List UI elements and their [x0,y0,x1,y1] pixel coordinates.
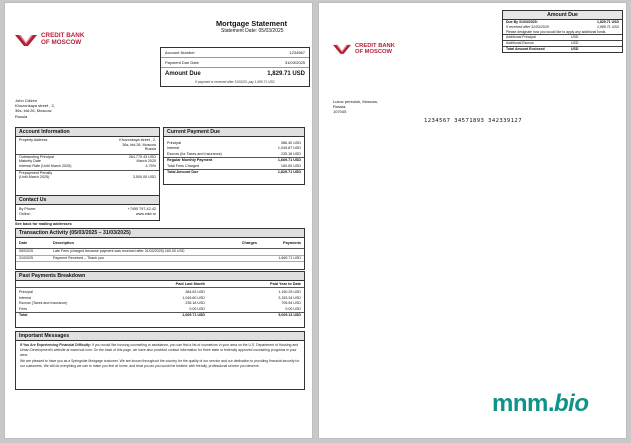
statement-page-1 [4,2,313,439]
past-row-month: 0.00 USD [189,306,205,311]
acct-row-value: March 2025 [136,159,156,164]
account-number-value: 1234567 [289,50,305,55]
acct-row-label: (Until March 2025) [19,175,50,180]
due-date-value: 31/03/2025 [284,60,305,65]
amount-due-coupon-header: Amount Due [503,11,622,20]
past-payments-box [15,271,305,328]
account-information-box [15,127,160,198]
amount-due-row [161,68,309,80]
past-row-month: 235.18 USD [185,301,205,306]
regular-payment-row [164,157,304,163]
contact-header: Contact Us [16,196,159,205]
online-row [16,212,159,217]
due-date-label: Payment Due Date [165,60,199,65]
statement-date: Statement Date: 05/03/2025 [221,28,284,34]
past-row-label: Principal [19,290,33,294]
col-payments: Payments [283,241,301,245]
additional-principal-row[interactable] [503,34,622,40]
acct-row-value: 4.75% [145,163,156,168]
total-due-value: 1,829.71 USD [277,169,301,174]
acct-row-label: Property Address [19,138,48,142]
mailing-address-line1: Lukov pereulok, Moscow, [333,99,378,104]
account-number-label: Account Number [165,50,195,55]
amount-due-label: Amount Due [165,71,201,77]
tx-description: Payment Received – Thank you [53,255,104,260]
past-row-year: 3,153.34 USD [278,295,301,300]
bank-name-line2: OF MOSCOW [41,39,82,46]
tx-description: Late Fees (charged because payment was received after 31/03/2025) 160.00 USD [53,249,185,253]
total-enclosed-label: Total Amount Enclosed [506,47,545,52]
message-text-1: If you would like housing counseling or assistance, you can find a list of counselors in your area on the U.S. Department of Housing and Urban Development's website at www.hud.com. On the back of this page, we have also provided contact information for three state or federally approved counseling programs in your area. [20,343,299,357]
message-paragraph-2: We are pleased to have you as a Springside Mortgage customer. We are known throughout the country for the quality of our service and our dedication to providing financial security for our customers. We will do everything we can to make you feel at home, and treat you as you would be treated: with friendly, professional service you deserve. [20,359,300,369]
additional-escrow-label: Additional Escrow [506,41,534,46]
acct-row-value: 36s, bld.26, Moscow [122,142,156,147]
tx-date: 31/03/25 [19,255,33,260]
total-enclosed-row[interactable] [503,46,622,52]
past-row-month: 1,049.60 USD [182,295,205,300]
due-by-value: 1,829.71 USD [597,20,619,24]
past-total-month: 1,669.71 USD [182,313,205,318]
mailing-address-line3: 107045 [333,109,347,114]
customer-address-line1: Khuzonkaya street , 2, [15,103,55,109]
late-due-label: If received after 31/03/2025: [506,25,550,29]
bank-name [355,43,395,55]
additional-principal-label: Additional Principal [506,35,536,40]
additional-funds-note: Please designate how you would like to apply any additional funds. [506,30,607,34]
acct-row [16,147,159,152]
current-payment-box [163,127,305,185]
acct-row-label: Prepayment Penalty [19,170,53,175]
col-date: Date [19,241,28,245]
currency-label: USD [571,41,579,46]
acct-row-value: 264,770.43 USD [128,154,156,159]
payment-row-label: Principal [167,141,182,145]
mailing-address-line2: Russia, [333,104,347,109]
current-payment-header: Current Payment Due [164,128,304,137]
past-row-year: 0.00 USD [285,306,301,311]
currency-label: USD [571,35,579,40]
col-paid-last-month: Paid Last Month [175,282,205,286]
acct-row-value: Khuzonkaya street , 2, [119,138,156,142]
payment-row-value: 1,049.87 USD [277,145,301,150]
due-by-label: Due By 31/03/2025: [506,20,538,24]
account-information-header: Account Information [16,128,159,137]
past-payments-header: Past Payments Breakdown [16,272,304,281]
payment-barcode-number: 1234567 34571893 342339127 [424,118,522,124]
transaction-activity-header: Transaction Activity (05/03/2025 – 31/03/2025) [16,229,304,238]
watermark [492,390,589,418]
customer-address-line3: Russia [15,113,28,119]
bank-name [41,33,84,46]
acct-row-label: Maturity Date [19,159,41,164]
total-due-row [164,169,304,175]
statement-title: Mortgage Statement [216,19,288,28]
watermark-italic: bio [554,390,589,417]
tx-payments: 1,669.71 USD [278,255,301,260]
see-back-note: See back for mailing addresses [15,222,72,226]
amount-due-coupon [502,10,623,53]
acct-row-label: Interest Rate (Until March 2025) [19,163,72,168]
table-row [16,249,304,256]
bank-emblem-icon [333,43,351,55]
important-messages-header: Important Messages [16,332,304,341]
online-label: Online: [19,211,31,216]
summary-box [160,47,310,87]
amount-due-value: 1,829.71 USD [267,71,305,77]
messages-body [16,341,304,373]
bank-name-line1: CREDIT BANK [355,43,395,49]
tx-date: 05/03/25 [19,249,33,253]
past-row-label: Fees [19,306,27,311]
payment-row [164,146,304,151]
transaction-activity-box [15,228,305,270]
message-paragraph-1 [20,343,300,358]
past-total-row [16,312,304,319]
message-lead: If You Are Experiencing Financial Difficulty: [20,343,91,347]
acct-row [16,164,159,169]
fees-value: 160.00 USD [280,164,301,169]
website-link[interactable]: www.mkb.ru [135,211,156,216]
past-row-year: 1,150.25 USD [278,290,301,294]
table-row [16,256,304,263]
additional-escrow-row[interactable] [503,40,622,46]
past-row-month: 384.63 USD [185,290,205,294]
bank-logo [333,43,395,55]
customer-name: John Citizen [15,98,38,103]
fees-label: Total Fees Charged [167,164,200,169]
table-row [16,307,304,313]
mailing-address [333,99,378,114]
late-payment-note: If payment is received after 31/03/25, pay 1,989.71 USD [195,80,275,84]
bank-logo [15,33,84,47]
watermark-main: mnm. [492,390,555,417]
customer-address-line2: 36s, bld.26, Moscow [15,108,52,114]
total-due-label: Total Amount Due [167,169,199,174]
acct-row [16,175,159,180]
regular-payment-label: Regular Monthly Payment [167,157,213,162]
contact-box [15,195,160,221]
bank-name-line2: OF MOSCOW [355,49,393,56]
acct-row-label: Outstanding Principal [19,154,55,159]
past-row-label: Interest [19,295,31,300]
late-due-value: 1,989.71 USD [597,25,619,29]
col-paid-ytd: Paid Year to Date [270,282,301,286]
important-messages-box [15,331,305,390]
tx-charges [217,249,257,255]
statement-page-2 [318,2,627,439]
acct-row-value: 3,500.00 USD [132,175,156,180]
tx-charges [217,256,257,262]
col-charges: Charges [241,241,257,245]
past-row-label: Escrow (Taxes and Insurance) [19,301,68,306]
past-total-year: 5,009.13 USD [278,313,301,318]
bank-emblem-icon [15,33,37,47]
phone-label: By Phone: [19,207,37,211]
payment-row-value: 386.40 USD [280,141,301,145]
account-number-row [161,48,309,58]
transaction-table-header [16,238,304,249]
acct-row-value: Russia [144,147,156,152]
payment-row-value: 235.18 USD [280,152,301,157]
phone-value[interactable]: +7495 797-42-42 [127,207,156,211]
past-payments-table-header [16,281,304,288]
col-description: Description [53,241,74,245]
payment-row-label: Interest [167,145,180,150]
bank-name-line1: CREDIT BANK [41,32,85,40]
due-date-row [161,58,309,68]
regular-payment-value: 1,669.71 USD [277,157,301,162]
past-row-year: 705.54 USD [281,301,301,306]
customer-address [15,98,55,119]
tx-payments [257,249,301,255]
past-total-label: Total [19,313,28,318]
payment-row-label: Escrow (for Taxes and Insurance) [167,152,222,157]
currency-label: USD [571,47,579,52]
